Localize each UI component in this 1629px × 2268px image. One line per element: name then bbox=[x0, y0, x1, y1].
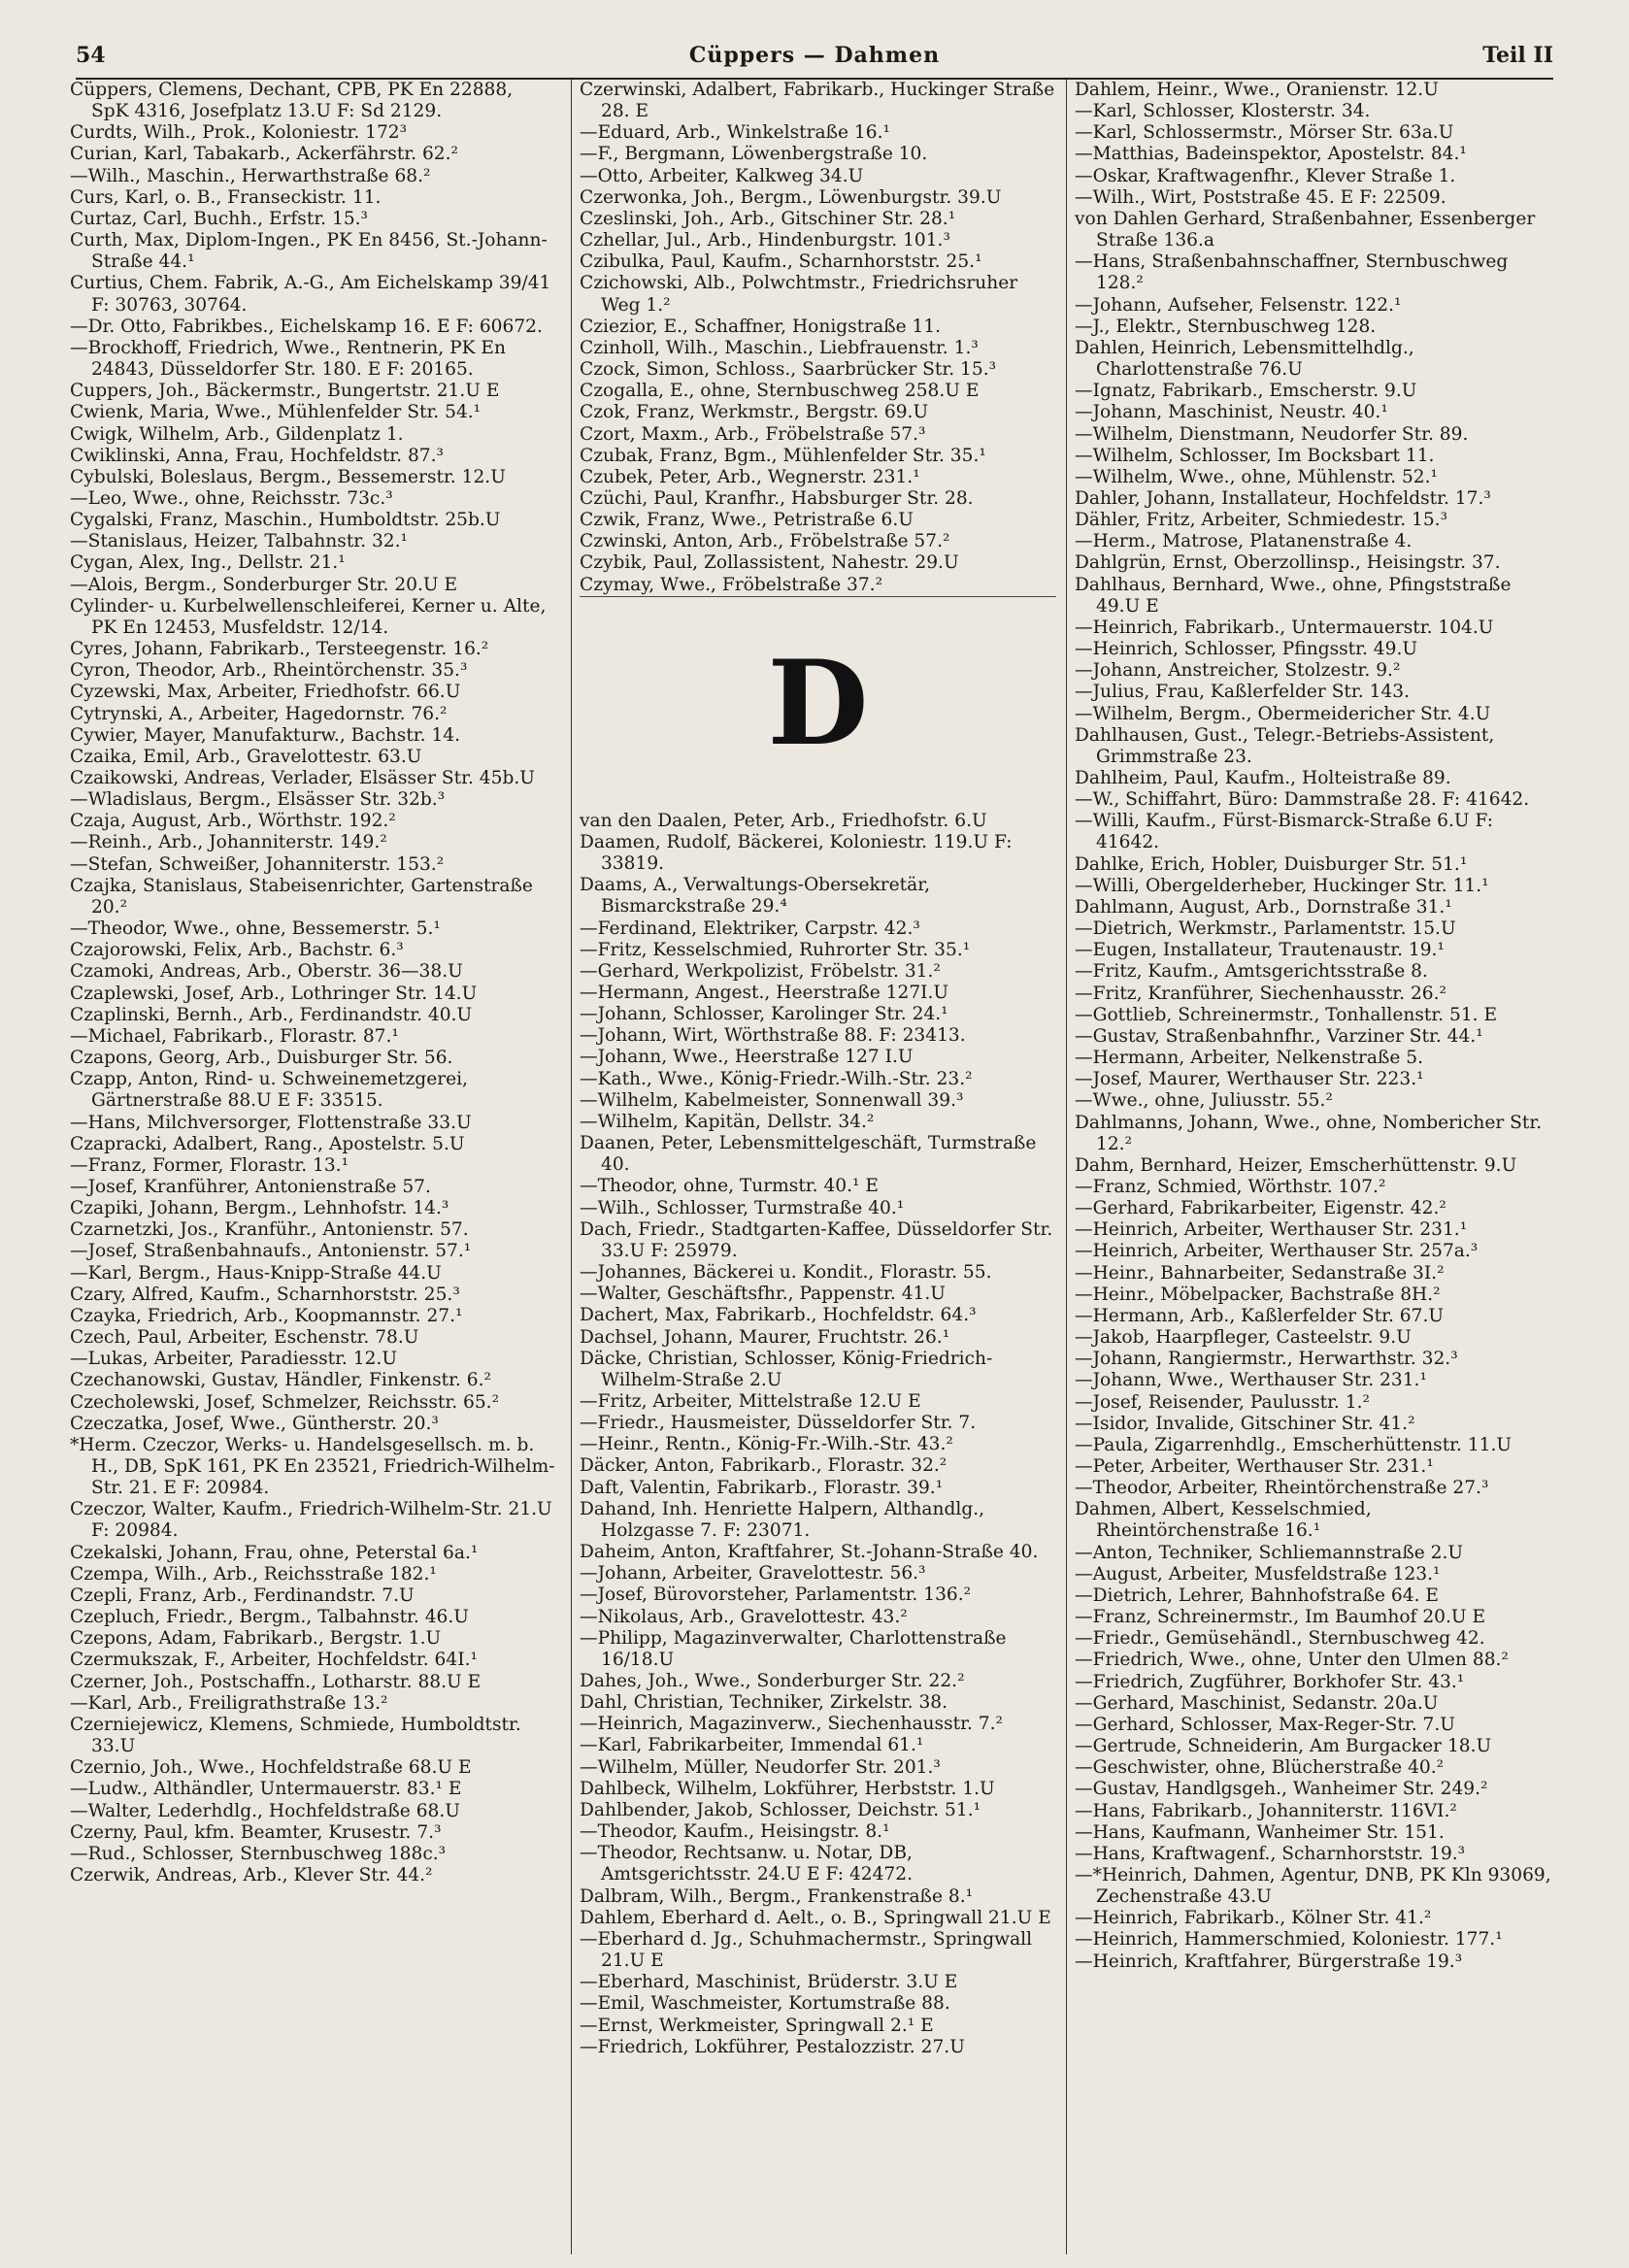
directory-entry: Daft, Valentin, Fabrikarb., Florastr. 39.¹ bbox=[580, 1477, 944, 1498]
directory-entry: —Johann, Anstreicher, Stolzestr. 9.² bbox=[1075, 660, 1401, 682]
directory-entry: —Theodor, Wwe., ohne, Bessemerstr. 5.¹ bbox=[70, 918, 441, 940]
directory-entry: Cyres, Johann, Fabrikarb., Tersteegenstr. 16.² bbox=[70, 639, 489, 660]
directory-entry: Cuppers, Joh., Bäckermstr., Bungertstr. 21.U E bbox=[70, 381, 500, 402]
directory-entry: Czwinski, Anton, Arb., Fröbelstraße 57.² bbox=[580, 531, 950, 552]
directory-entry: Czaplewski, Josef, Arb., Lothringer Str. 14.U bbox=[70, 983, 478, 1004]
directory-entry: Czech, Paul, Arbeiter, Eschenstr. 78.U bbox=[70, 1327, 419, 1349]
directory-entry: —Johann, Maschinist, Neustr. 40.¹ bbox=[1075, 402, 1388, 423]
directory-entry: Czubek, Peter, Arb., Wegnerstr. 231.¹ bbox=[580, 466, 920, 487]
directory-entry: —Gottlieb, Schreinermstr., Tonhallenstr. 51. E bbox=[1075, 1004, 1498, 1025]
directory-entry: Dahand, Inh. Henriette Halpern, Althandlg., Holzgasse 7. F: 23071. bbox=[580, 1498, 985, 1541]
directory-entry: —Nikolaus, Arb., Gravelottestr. 43.² bbox=[580, 1606, 908, 1627]
directory-entry: —Gustav, Handlgsgeh., Wanheimer Str. 249.² bbox=[1075, 1779, 1488, 1800]
directory-entry: —Josef, Bürovorsteher, Parlamentstr. 136.² bbox=[580, 1584, 972, 1606]
directory-entry: Dachert, Max, Fabrikarb., Hochfeldstr. 64.³ bbox=[580, 1305, 977, 1326]
directory-entry: —Karl, Fabrikarbeiter, Immendal 61.¹ bbox=[580, 1735, 924, 1756]
directory-entry: —Emil, Waschmeister, Kortumstraße 88. bbox=[580, 1993, 950, 2015]
directory-entry: Cygan, Alex, Ing., Dellstr. 21.¹ bbox=[70, 552, 346, 574]
directory-entry: —Eberhard, Maschinist, Brüderstr. 3.U E bbox=[580, 1972, 958, 1993]
directory-entry: Cywier, Mayer, Manufakturw., Bachstr. 14. bbox=[70, 724, 461, 746]
directory-entry: Czwik, Franz, Wwe., Petristraße 6.U bbox=[580, 510, 914, 531]
directory-entry: Czayka, Friedrich, Arb., Koopmannstr. 27.¹ bbox=[70, 1305, 463, 1326]
directory-entry: Dahlbender, Jakob, Schlosser, Deichstr. 51.¹ bbox=[580, 1799, 981, 1820]
directory-entry: Czary, Alfred, Kaufm., Scharnhorststr. 25.³ bbox=[70, 1284, 460, 1305]
directory-entry: —Ernst, Werkmeister, Springwall 2.¹ E bbox=[580, 2015, 934, 2036]
directory-entry: —Wilhelm, Wwe., ohne, Mühlenstr. 52.¹ bbox=[1075, 466, 1438, 487]
directory-entry: Czepluch, Friedr., Bergm., Talbahnstr. 46.U bbox=[70, 1607, 469, 1628]
directory-entry: Däcker, Anton, Fabrikarb., Florastr. 32.² bbox=[580, 1455, 947, 1477]
directory-entry: —Wilhelm, Kapitän, Dellstr. 34.² bbox=[580, 1111, 875, 1132]
directory-entry: Cwigk, Wilhelm, Arb., Gildenplatz 1. bbox=[70, 423, 404, 445]
directory-entry: Cytrynski, A., Arbeiter, Hagedornstr. 76.² bbox=[70, 703, 448, 724]
directory-entry: —Heinrich, Hammerschmied, Koloniestr. 177.¹ bbox=[1075, 1929, 1503, 1951]
directory-entry: —J., Elektr., Sternbuschweg 128. bbox=[1075, 316, 1377, 337]
directory-entry: —Heinrich, Magazinverw., Siechenhausstr. 7.² bbox=[580, 1714, 1003, 1735]
directory-entry: —Fritz, Arbeiter, Mittelstraße 12.U E bbox=[580, 1390, 921, 1412]
directory-entry: —Anton, Techniker, Schliemannstraße 2.U bbox=[1075, 1542, 1464, 1563]
directory-entry: —Wilhelm, Dienstmann, Neudorfer Str. 89. bbox=[1075, 423, 1469, 445]
directory-entry: Czerwik, Andreas, Arb., Klever Str. 44.² bbox=[70, 1864, 433, 1885]
running-title: Cüppers — Dahmen bbox=[688, 43, 941, 68]
directory-entry: —Theodor, ohne, Turmstr. 40.¹ E bbox=[580, 1176, 879, 1197]
directory-entry: —Theodor, Kaufm., Heisingstr. 8.¹ bbox=[580, 1821, 890, 1843]
directory-entry: —Friedr., Hausmeister, Düsseldorfer Str. 7. bbox=[580, 1413, 977, 1434]
column-3 bbox=[1066, 80, 1559, 2254]
directory-entry: Dahlmanns, Johann, Wwe., ohne, Nombericher Str. 12.² bbox=[1075, 1112, 1543, 1154]
directory-entry: —Stanislaus, Heizer, Talbahnstr. 32.¹ bbox=[70, 531, 408, 552]
directory-entry: Curtaz, Carl, Buchh., Erfstr. 15.³ bbox=[70, 208, 369, 229]
directory-entry: Czok, Franz, Werkmstr., Bergstr. 69.U bbox=[580, 402, 929, 423]
directory-entry: —Reinh., Arb., Johanniterstr. 149.² bbox=[70, 832, 387, 853]
directory-entry: Curs, Karl, o. B., Franseckistr. 11. bbox=[70, 186, 382, 208]
directory-entry: Czerniejewicz, Klemens, Schmiede, Humboldtstr. 33.U bbox=[70, 1714, 521, 1757]
part-label: Teil II bbox=[1482, 43, 1553, 68]
section-letter: D bbox=[580, 596, 1056, 811]
directory-entry: Cwiklinski, Anna, Frau, Hochfeldstr. 87.³ bbox=[70, 445, 444, 466]
directory-entry: Czamoki, Andreas, Arb., Oberstr. 36—38.U bbox=[70, 961, 463, 983]
directory-entry: —Heinr., Möbelpacker, Bachstraße 8H.² bbox=[1075, 1284, 1441, 1305]
directory-entry: —Friedr., Gemüsehändl., Sternbuschweg 42. bbox=[1075, 1628, 1485, 1650]
directory-entry: —Wilhelm, Müller, Neudorfer Str. 201.³ bbox=[580, 1756, 941, 1778]
directory-entry: —Eberhard d. Jg., Schuhmachermstr., Springwall 21.U E bbox=[580, 1928, 1033, 1972]
directory-entry: —Isidor, Invalide, Gitschiner Str. 41.² bbox=[1075, 1413, 1415, 1434]
directory-entry: —Michael, Fabrikarb., Florastr. 87.¹ bbox=[70, 1025, 399, 1047]
directory-entry: —Leo, Wwe., ohne, Reichsstr. 73c.³ bbox=[70, 487, 393, 509]
directory-entry: —Rud., Schlosser, Sternbuschweg 188c.³ bbox=[70, 1843, 447, 1864]
directory-entry: —Herm., Matrose, Platanenstraße 4. bbox=[1075, 531, 1413, 552]
directory-entry: Dahlmann, August, Arb., Dornstraße 31.¹ bbox=[1075, 896, 1452, 917]
directory-entry: Dahmen, Albert, Kesselschmied, Rheintörchenstraße 16.¹ bbox=[1075, 1499, 1372, 1542]
directory-entry: Dahler, Johann, Installateur, Hochfeldstr. 17.³ bbox=[1075, 487, 1491, 509]
directory-entry: —Franz, Former, Florastr. 13.¹ bbox=[70, 1154, 349, 1176]
directory-entry: —Friedrich, Zugführer, Borkhofer Str. 43.¹ bbox=[1075, 1671, 1465, 1692]
page-number: 54 bbox=[76, 43, 106, 68]
directory-entry: —Alois, Bergm., Sonderburger Str. 20.U E bbox=[70, 574, 458, 595]
directory-entry: Czernio, Joh., Wwe., Hochfeldstraße 68.U E bbox=[70, 1757, 472, 1779]
directory-entry: —Wilh., Wirt, Poststraße 45. E F: 22509. bbox=[1075, 186, 1446, 208]
directory-entry: Czubak, Franz, Bgm., Mühlenfelder Str. 35.¹ bbox=[580, 445, 986, 466]
directory-entry: —Wwe., ohne, Juliusstr. 55.² bbox=[1075, 1090, 1333, 1112]
directory-entry: —August, Arbeiter, Musfeldstraße 123.¹ bbox=[1075, 1563, 1441, 1584]
directory-entry: —Gerhard, Werkpolizist, Fröbelstr. 31.² bbox=[580, 960, 941, 982]
directory-entry: —Theodor, Rechtsanw. u. Notar, DB, Amtsgerichtsstr. 24.U E F: 42472. bbox=[580, 1843, 914, 1885]
directory-entry: —Dietrich, Werkmstr., Parlamentstr. 15.U bbox=[1075, 918, 1456, 940]
directory-entry: Czarnetzki, Jos., Kranführ., Antonienstr. 57. bbox=[70, 1219, 469, 1241]
directory-entry: —Eugen, Installateur, Trautenaustr. 19.¹ bbox=[1075, 940, 1445, 961]
directory-entry: —Hermann, Arbeiter, Nelkenstraße 5. bbox=[1075, 1048, 1424, 1069]
directory-entry: —Dietrich, Lehrer, Bahnhofstraße 64. E bbox=[1075, 1584, 1439, 1606]
directory-entry: Dahlen, Heinrich, Lebensmittelhdlg., Charlottenstraße 76.U bbox=[1075, 337, 1414, 381]
directory-entry: —Wilhelm, Kabelmeister, Sonnenwall 39.³ bbox=[580, 1089, 964, 1111]
directory-entry: Czaika, Emil, Arb., Gravelottestr. 63.U bbox=[70, 746, 422, 767]
directory-entry: —Ignatz, Fabrikarb., Emscherstr. 9.U bbox=[1075, 381, 1417, 402]
page-header bbox=[76, 43, 1553, 80]
directory-entry: Czepli, Franz, Arb., Ferdinandstr. 7.U bbox=[70, 1584, 415, 1606]
directory-entry: van den Daalen, Peter, Arb., Friedhofstr. 6.U bbox=[580, 810, 987, 831]
directory-entry: Cwienk, Maria, Wwe., Mühlenfelder Str. 54.¹ bbox=[70, 402, 482, 423]
directory-entry: —Josef, Kranführer, Antonienstraße 57. bbox=[70, 1176, 431, 1197]
directory-entry: Curtius, Chem. Fabrik, A.-G., Am Eichelskamp 39/41 F: 30763, 30764. bbox=[70, 273, 551, 316]
directory-entry: Czempa, Wilh., Arb., Reichsstraße 182.¹ bbox=[70, 1563, 437, 1584]
directory-entry: Czort, Maxm., Arb., Fröbelstraße 57.³ bbox=[580, 423, 926, 445]
directory-entry: —Gertrude, Schneiderin, Am Burgacker 18.U bbox=[1075, 1736, 1492, 1757]
directory-entry: Czechanowski, Gustav, Händler, Finkenstr. 6.² bbox=[70, 1370, 491, 1391]
directory-entry: —Heinrich, Kraftfahrer, Bürgerstraße 19.³ bbox=[1075, 1951, 1463, 1972]
directory-entry: —Johann, Wirt, Wörthstraße 88. F: 23413. bbox=[580, 1025, 966, 1047]
directory-entry: —Johann, Wwe., Heerstraße 127 I.U bbox=[580, 1047, 914, 1068]
directory-entry: —Johann, Rangiermstr., Herwarthstr. 32.³ bbox=[1075, 1349, 1458, 1370]
directory-entry: —Brockhoff, Friedrich, Wwe., Rentnerin, PK En 24843, Düsseldorfer Str. 180. E F: 20165. bbox=[70, 337, 506, 381]
directory-entry: Czichowski, Alb., Polwchtmstr., Friedrichsruher Weg 1.² bbox=[580, 273, 1018, 316]
directory-entry: —Franz, Schmied, Wörthstr. 107.² bbox=[1075, 1176, 1386, 1197]
directory-entry: Curdts, Wilh., Prok., Koloniestr. 172³ bbox=[70, 122, 408, 144]
directory-entry: —W., Schiffahrt, Büro: Dammstraße 28. F: 41642. bbox=[1075, 789, 1530, 811]
directory-entry: Czinholl, Wilh., Maschin., Liebfrauenstr. 1.³ bbox=[580, 337, 979, 358]
directory-entry: —Philipp, Magazinverwalter, Charlottenstraße 16/18.U bbox=[580, 1627, 1007, 1670]
directory-entry: —Willi, Kaufm., Fürst-Bismarck-Straße 6.U F: 41642. bbox=[1075, 811, 1493, 853]
directory-entry: —Dr. Otto, Fabrikbes., Eichelskamp 16. E F: 60672. bbox=[70, 316, 543, 337]
column-1 bbox=[70, 80, 563, 2254]
directory-entry: Dahes, Joh., Wwe., Sonderburger Str. 22.² bbox=[580, 1671, 965, 1691]
directory-entry: —Heinrich, Fabrikarb., Kölner Str. 41.² bbox=[1075, 1908, 1432, 1929]
directory-entry: —Walter, Lederhdlg., Hochfeldstraße 68.U bbox=[70, 1800, 460, 1821]
directory-entry: —Johann, Arbeiter, Gravelottestr. 56.³ bbox=[580, 1563, 926, 1584]
directory-entry: Czeslinski, Joh., Arb., Gitschiner Str. 28.¹ bbox=[580, 208, 956, 229]
directory-entry: Dahlem, Eberhard d. Aelt., o. B., Springwall 21.U E bbox=[580, 1907, 1051, 1928]
directory-entry: Czhellar, Jul., Arb., Hindenburgstr. 101.³ bbox=[580, 230, 950, 251]
directory-entry: von Dahlen Gerhard, Straßenbahner, Essenberger Straße 136.a bbox=[1075, 208, 1536, 251]
directory-entry: —Heinrich, Arbeiter, Werthauser Str. 257a.³ bbox=[1075, 1241, 1479, 1262]
directory-entry: Dähler, Fritz, Arbeiter, Schmiedestr. 15.³ bbox=[1075, 510, 1448, 531]
directory-entry: —Johann, Aufseher, Felsenstr. 122.¹ bbox=[1075, 294, 1402, 316]
directory-entry: —F., Bergmann, Löwenbergstraße 10. bbox=[580, 144, 928, 165]
directory-entry: Curian, Karl, Tabakarb., Ackerfährstr. 62.² bbox=[70, 144, 458, 165]
directory-entry: —Wilh., Maschin., Herwarthstraße 68.² bbox=[70, 165, 431, 186]
directory-entry: Czock, Simon, Schloss., Saarbrücker Str. 15.³ bbox=[580, 359, 997, 381]
directory-entry: —Karl, Arb., Freiligrathstraße 13.² bbox=[70, 1692, 388, 1714]
directory-entry: Czapons, Georg, Arb., Duisburger Str. 56. bbox=[70, 1048, 453, 1069]
directory-entry: —*Heinrich, Dahmen, Agentur, DNB, PK Kln 93069, Zechenstraße 43.U bbox=[1075, 1864, 1551, 1908]
directory-entry: Daheim, Anton, Kraftfahrer, St.-Johann-Straße 40. bbox=[580, 1542, 1039, 1563]
directory-entry: Cylinder- u. Kurbelwellenschleiferei, Kerner u. Alte, PK En 12453, Musfeldstr. 12/14. bbox=[70, 595, 547, 638]
directory-entry: —Franz, Schreinermstr., Im Baumhof 20.U E bbox=[1075, 1607, 1486, 1628]
directory-entry: —Hermann, Arb., Kaßlerfelder Str. 67.U bbox=[1075, 1305, 1445, 1326]
directory-entry: Czapp, Anton, Rind- u. Schweinemetzgerei, Gärtnerstraße 88.U E F: 33515. bbox=[70, 1069, 468, 1112]
directory-entry: Dahlhaus, Bernhard, Wwe., ohne, Pfingststraße 49.U E bbox=[1075, 574, 1512, 617]
directory-entry: —Hans, Fabrikarb., Johanniterstr. 116VI.² bbox=[1075, 1800, 1457, 1821]
directory-entry: —Wilhelm, Bergm., Obermeidericher Str. 4.U bbox=[1075, 703, 1491, 724]
directory-entry: Czajorowski, Felix, Arb., Bachstr. 6.³ bbox=[70, 940, 404, 961]
directory-entry: —Kath., Wwe., König-Friedr.-Wilh.-Str. 23.² bbox=[580, 1068, 973, 1089]
directory-entry: Czermukszak, F., Arbeiter, Hochfeldstr. 64I.¹ bbox=[70, 1650, 478, 1671]
directory-entry: —Josef, Straßenbahnaufs., Antonienstr. 57.¹ bbox=[70, 1241, 472, 1262]
directory-entry: —Fritz, Kaufm., Amtsgerichtsstraße 8. bbox=[1075, 961, 1428, 983]
directory-entry: —Karl, Bergm., Haus-Knipp-Straße 44.U bbox=[70, 1262, 442, 1284]
directory-entry: Czybik, Paul, Zollassistent, Nahestr. 29.U bbox=[580, 552, 959, 574]
directory-entry: Cyron, Theodor, Arb., Rheintörchenstr. 35.³ bbox=[70, 660, 468, 682]
directory-entry: Czapiki, Johann, Bergm., Lehnhofstr. 14.³ bbox=[70, 1198, 449, 1219]
directory-entry: Czymay, Wwe., Fröbelstraße 37.² bbox=[580, 574, 883, 595]
columns bbox=[70, 80, 1559, 2254]
directory-entry: —Eduard, Arb., Winkelstraße 16.¹ bbox=[580, 122, 890, 144]
directory-entry: —Walter, Geschäftsfhr., Pappenstr. 41.U bbox=[580, 1284, 946, 1305]
directory-entry: Czaikowski, Andreas, Verlader, Elsässer Str. 45b.U bbox=[70, 768, 535, 788]
directory-entry: Czeczor, Walter, Kaufm., Friedrich-Wilhelm-Str. 21.U F: 20984. bbox=[70, 1499, 552, 1542]
directory-entry: —Oskar, Kraftwagenfhr., Klever Straße 1. bbox=[1075, 165, 1456, 186]
directory-entry: —Gerhard, Maschinist, Sedanstr. 20a.U bbox=[1075, 1692, 1439, 1714]
directory-entry: Czecholewski, Josef, Schmelzer, Reichsstr. 65.² bbox=[70, 1391, 500, 1413]
directory-entry: Dahm, Bernhard, Heizer, Emscherhüttenstr. 9.U bbox=[1075, 1154, 1517, 1176]
directory-entry: Czeczatka, Josef, Wwe., Güntherstr. 20.³ bbox=[70, 1413, 439, 1434]
directory-entry: —Fritz, Kesselschmied, Ruhrorter Str. 35.¹ bbox=[580, 939, 971, 960]
directory-entry: —Friedrich, Lokführer, Pestalozzistr. 27.U bbox=[580, 2036, 965, 2057]
directory-entry: Dahlheim, Paul, Kaufm., Holteistraße 89. bbox=[1075, 768, 1451, 788]
directory-entry: —Karl, Schlosser, Klosterstr. 34. bbox=[1075, 101, 1371, 122]
directory-entry: —Johann, Wwe., Werthauser Str. 231.¹ bbox=[1075, 1370, 1427, 1391]
directory-entry: —Heinrich, Schlosser, Pfingsstr. 49.U bbox=[1075, 639, 1418, 660]
directory-entry: Daams, A., Verwaltungs-Obersekretär, Bismarckstraße 29.⁴ bbox=[580, 875, 930, 917]
directory-entry: Dahlgrün, Ernst, Oberzollinsp., Heisingstr. 37. bbox=[1075, 552, 1501, 574]
directory-entry: Czaplinski, Bernh., Arb., Ferdinandstr. 40.U bbox=[70, 1004, 473, 1025]
directory-entry: —Gerhard, Schlosser, Max-Reger-Str. 7.U bbox=[1075, 1714, 1455, 1735]
directory-entry: Daamen, Rudolf, Bäckerei, Koloniestr. 119.U F: 33819. bbox=[580, 831, 1013, 875]
directory-entry: —Wladislaus, Bergm., Elsässer Str. 32b.³ bbox=[70, 789, 446, 811]
directory-entry: —Heinrich, Arbeiter, Werthauser Str. 231.¹ bbox=[1075, 1219, 1468, 1241]
directory-entry: —Heinrich, Fabrikarb., Untermauerstr. 104.U bbox=[1075, 617, 1494, 638]
directory-entry: Czerwinski, Adalbert, Fabrikarb., Huckinger Straße 28. E bbox=[580, 80, 1055, 122]
directory-entry: Czekalski, Johann, Frau, ohne, Peterstal 6a.¹ bbox=[70, 1542, 479, 1563]
directory-entry: Cüppers, Clemens, Dechant, CPB, PK En 22888, SpK 4316, Josefplatz 13.U F: Sd 2129. bbox=[70, 80, 514, 122]
directory-entry: Czogalla, E., ohne, Sternbuschweg 258.U E bbox=[580, 381, 980, 402]
directory-entry: —Hermann, Angest., Heerstraße 127I.U bbox=[580, 983, 949, 1003]
directory-entry: —Peter, Arbeiter, Werthauser Str. 231.¹ bbox=[1075, 1456, 1434, 1477]
directory-entry: —Wilh., Schlosser, Turmstraße 40.¹ bbox=[580, 1197, 905, 1218]
directory-entry: Dalbram, Wilh., Bergm., Frankenstraße 8.¹ bbox=[580, 1885, 974, 1907]
directory-entry: —Stefan, Schweißer, Johanniterstr. 153.² bbox=[70, 853, 445, 875]
directory-entry: Czajka, Stanislaus, Stabeisenrichter, Gartenstraße 20.² bbox=[70, 875, 533, 917]
directory-entry: Czerwonka, Joh., Bergm., Löwenburgstr. 39.U bbox=[580, 186, 1002, 208]
directory-entry: Curth, Max, Diplom-Ingen., PK En 8456, St.-Johann-Straße 44.¹ bbox=[70, 230, 548, 273]
directory-entry: —Karl, Schlossermstr., Mörser Str. 63a.U bbox=[1075, 122, 1454, 144]
directory-entry: —Julius, Frau, Kaßlerfelder Str. 143. bbox=[1075, 682, 1410, 703]
directory-entry: Czüchi, Paul, Kranfhr., Habsburger Str. 28. bbox=[580, 487, 974, 509]
directory-entry: Czapracki, Adalbert, Rang., Apostelstr. 5.U bbox=[70, 1133, 465, 1154]
directory-entry: —Theodor, Arbeiter, Rheintörchenstraße 27.³ bbox=[1075, 1478, 1489, 1499]
directory-entry: Dahlbeck, Wilhelm, Lokführer, Herbststr. 1.U bbox=[580, 1778, 995, 1799]
directory-entry: Czaja, August, Arb., Wörthstr. 192.² bbox=[70, 811, 396, 832]
directory-entry: Dahlem, Heinr., Wwe., Oranienstr. 12.U bbox=[1075, 80, 1439, 100]
directory-entry: Dahlhausen, Gust., Telegr.-Betriebs-Assistent, Grimmstraße 23. bbox=[1075, 724, 1495, 767]
directory-entry: —Fritz, Kranführer, Siechenhausstr. 26.² bbox=[1075, 983, 1446, 1004]
directory-entry: —Matthias, Badeinspektor, Apostelstr. 84.¹ bbox=[1075, 144, 1467, 165]
directory-entry: —Paula, Zigarrenhdlg., Emscherhüttenstr. 11.U bbox=[1075, 1434, 1513, 1455]
directory-entry: Dahl, Christian, Techniker, Zirkelstr. 38. bbox=[580, 1692, 948, 1714]
directory-entry: —Gustav, Straßenbahnfhr., Varziner Str. 44.¹ bbox=[1075, 1025, 1483, 1047]
directory-entry: —Willi, Obergelderheber, Huckinger Str. 11.¹ bbox=[1075, 875, 1489, 896]
directory-entry: —Heinr., Bahnarbeiter, Sedanstraße 3I.² bbox=[1075, 1262, 1445, 1284]
directory-entry: —Hans, Kaufmann, Wanheimer Str. 151. bbox=[1075, 1821, 1445, 1843]
directory-entry: —Hans, Kraftwagenf., Scharnhorststr. 19.³ bbox=[1075, 1843, 1466, 1864]
directory-entry: *Herm. Czeczor, Werks- u. Handelsgesellsch. m. b. H., DB, SpK 161, PK En 23521, Friedrich-Wilhelm-Str. 21. E F: 20984. bbox=[70, 1434, 555, 1499]
directory-entry: —Hans, Straßenbahnschaffner, Sternbuschweg 128.² bbox=[1075, 251, 1509, 294]
directory-entry: —Ludw., Althändler, Untermauerstr. 83.¹ E bbox=[70, 1779, 462, 1800]
directory-entry: Dahlke, Erich, Hobler, Duisburger Str. 51.¹ bbox=[1075, 853, 1468, 875]
directory-entry: Czerner, Joh., Postschaffn., Lotharstr. 88.U E bbox=[70, 1671, 482, 1692]
directory-entry: Czepons, Adam, Fabrikarb., Bergstr. 1.U bbox=[70, 1628, 442, 1650]
directory-entry: Daanen, Peter, Lebensmittelgeschäft, Turmstraße 40. bbox=[580, 1133, 1037, 1176]
directory-entry: Cyzewski, Max, Arbeiter, Friedhofstr. 66.U bbox=[70, 682, 461, 703]
directory-entry: —Johann, Schlosser, Karolinger Str. 24.¹ bbox=[580, 1004, 948, 1025]
directory-entry: Dachsel, Johann, Maurer, Fruchtstr. 26.¹ bbox=[580, 1326, 950, 1348]
directory-entry: —Wilhelm, Schlosser, Im Bocksbart 11. bbox=[1075, 445, 1435, 466]
directory-entry: —Ferdinand, Elektriker, Carpstr. 42.³ bbox=[580, 917, 920, 939]
directory-entry: —Geschwister, ohne, Blücherstraße 40.² bbox=[1075, 1757, 1445, 1779]
directory-entry: —Friedrich, Wwe., ohne, Unter den Ulmen 88.² bbox=[1075, 1650, 1509, 1671]
directory-entry: —Otto, Arbeiter, Kalkweg 34.U bbox=[580, 165, 864, 186]
directory-entry: —Hans, Milchversorger, Flottenstraße 33.U bbox=[70, 1112, 472, 1133]
directory-entry: —Gerhard, Fabrikarbeiter, Eigenstr. 42.² bbox=[1075, 1198, 1446, 1219]
directory-entry: Czibulka, Paul, Kaufm., Scharnhorststr. 25.¹ bbox=[580, 251, 982, 273]
directory-entry: —Heinr., Rentn., König-Fr.-Wilh.-Str. 43.² bbox=[580, 1434, 953, 1455]
directory-entry: —Josef, Maurer, Werthauser Str. 223.¹ bbox=[1075, 1069, 1424, 1090]
directory-entry: Dach, Friedr., Stadtgarten-Kaffee, Düsseldorfer Str. 33.U F: 25979. bbox=[580, 1218, 1053, 1261]
directory-entry: —Johannes, Bäckerei u. Kondit., Florastr. 55. bbox=[580, 1262, 992, 1284]
directory-entry: —Jakob, Haarpfleger, Casteelstr. 9.U bbox=[1075, 1327, 1412, 1349]
directory-entry: Cybulski, Boleslaus, Bergm., Bessemerstr. 12.U bbox=[70, 466, 506, 487]
column-2 bbox=[571, 80, 1064, 2254]
directory-entry: Czerny, Paul, kfm. Beamter, Krusestr. 7.³ bbox=[70, 1821, 442, 1843]
directory-entry: Cygalski, Franz, Maschin., Humboldtstr. 25b.U bbox=[70, 510, 501, 531]
directory-entry: —Lukas, Arbeiter, Paradiesstr. 12.U bbox=[70, 1349, 397, 1370]
directory-entry: Cziezior, E., Schaffner, Honigstraße 11. bbox=[580, 316, 942, 337]
directory-entry: —Josef, Reisender, Paulusstr. 1.² bbox=[1075, 1391, 1370, 1413]
directory-entry: Däcke, Christian, Schlosser, König-Friedrich-Wilhelm-Straße 2.U bbox=[580, 1348, 993, 1390]
